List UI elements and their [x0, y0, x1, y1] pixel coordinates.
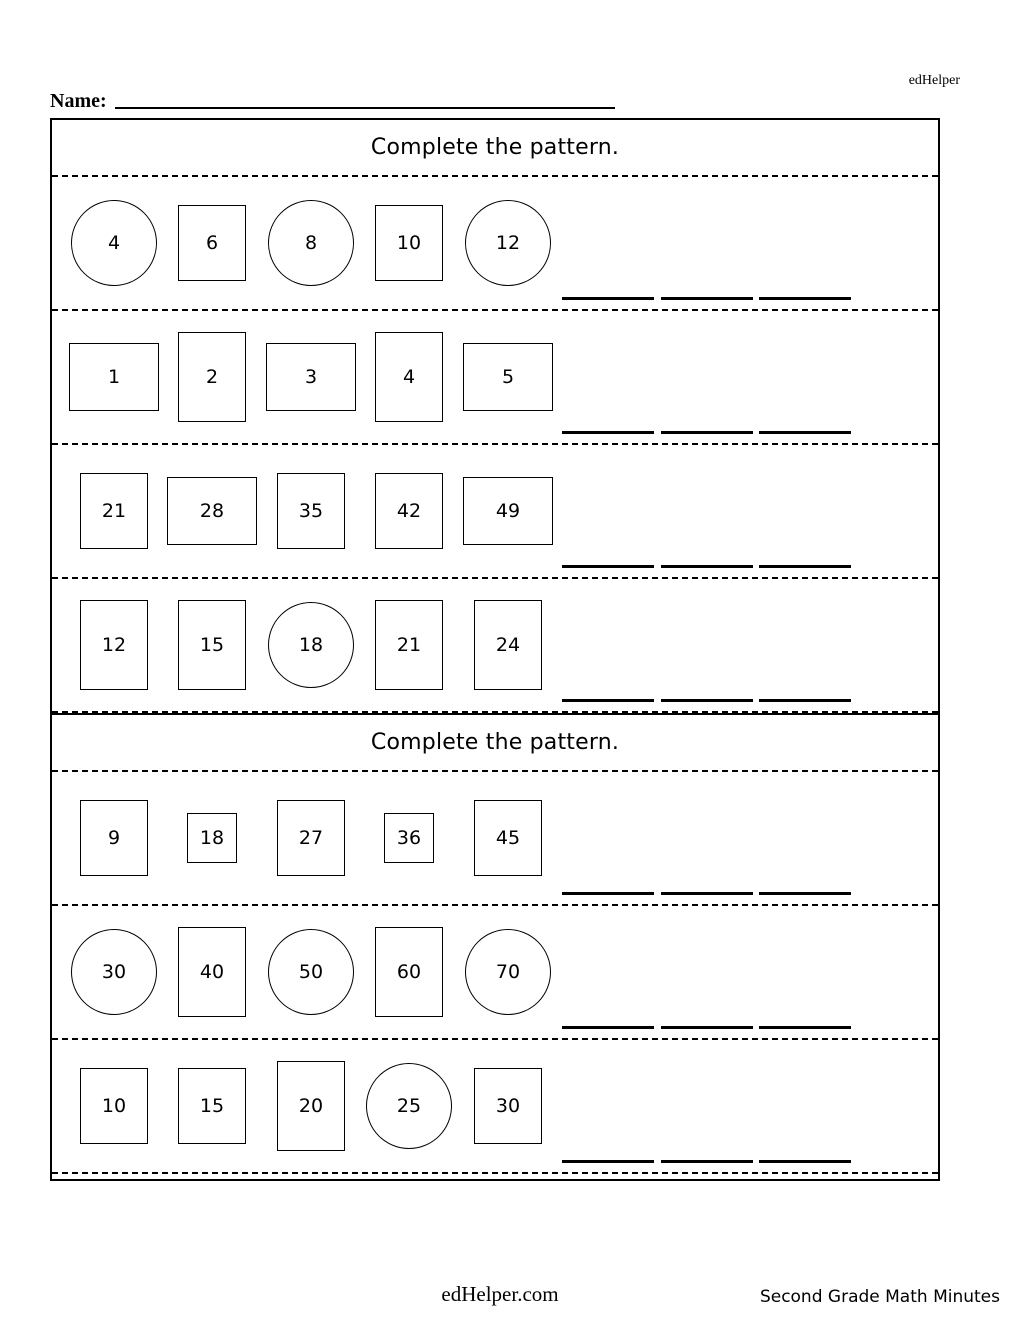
pattern-shape-tall-rect: 20 [277, 1061, 345, 1151]
pattern-rows [52, 177, 938, 713]
answer-blank[interactable] [759, 297, 851, 300]
pattern-shape-circle: 4 [71, 200, 157, 286]
answer-blank[interactable] [759, 1160, 851, 1163]
name-label: Name: [50, 90, 107, 112]
answer-blank[interactable] [661, 565, 753, 568]
worksheet [50, 118, 940, 1181]
pattern-shape-circle: 18 [268, 602, 354, 688]
answer-blank[interactable] [759, 699, 851, 702]
answer-blank[interactable] [661, 1160, 753, 1163]
answer-blank[interactable] [661, 699, 753, 702]
pattern-shape-wide-rect: 28 [167, 477, 257, 545]
pattern-shape-square: 35 [277, 473, 345, 549]
answer-blank[interactable] [562, 1026, 654, 1029]
pattern-shape-square: 27 [277, 800, 345, 876]
pattern-row [52, 311, 938, 443]
pattern-row [52, 579, 938, 711]
pattern-shape-circle: 30 [71, 929, 157, 1015]
pattern-shape-circle: 70 [465, 929, 551, 1015]
name-line[interactable] [115, 107, 615, 109]
answer-blank[interactable] [562, 1160, 654, 1163]
pattern-shape-tall-rect: 15 [178, 600, 246, 690]
answer-blank[interactable] [562, 431, 654, 434]
pattern-shape-square: 45 [474, 800, 542, 876]
footer-site: edHelper.com [441, 1282, 559, 1306]
pattern-rows [52, 772, 938, 1174]
answer-blank[interactable] [562, 565, 654, 568]
answer-blank[interactable] [661, 297, 753, 300]
pattern-shape-square: 21 [80, 473, 148, 549]
answer-blank[interactable] [562, 892, 654, 895]
pattern-section-1 [52, 120, 938, 713]
pattern-shape-tall-rect: 40 [178, 927, 246, 1017]
answer-blank[interactable] [759, 892, 851, 895]
pattern-shape-tall-rect: 2 [178, 332, 246, 422]
name-field[interactable] [50, 90, 615, 113]
answer-blank[interactable] [562, 699, 654, 702]
brand-label: edHelper [908, 73, 960, 88]
instruction: Complete the pattern. [370, 135, 620, 160]
pattern-shape-square: 42 [375, 473, 443, 549]
pattern-shape-circle: 25 [366, 1063, 452, 1149]
answer-blank[interactable] [759, 565, 851, 568]
pattern-shape-square: 15 [178, 1068, 246, 1144]
answer-blank[interactable] [661, 892, 753, 895]
pattern-shape-small-square: 36 [384, 813, 434, 863]
pattern-shape-tall-rect: 60 [375, 927, 443, 1017]
pattern-shape-small-square: 18 [187, 813, 237, 863]
dashed-divider [52, 1172, 938, 1174]
pattern-shape-tall-rect: 21 [375, 600, 443, 690]
pattern-row [52, 177, 938, 309]
pattern-row [52, 1040, 938, 1172]
pattern-shape-tall-rect: 4 [375, 332, 443, 422]
footer-series: Second Grade Math Minutes [759, 1287, 1000, 1307]
pattern-shape-circle: 8 [268, 200, 354, 286]
pattern-shape-circle: 50 [268, 929, 354, 1015]
pattern-shape-square: 30 [474, 1068, 542, 1144]
answer-blank[interactable] [759, 1026, 851, 1029]
pattern-shape-wide-rect: 5 [463, 343, 553, 411]
pattern-shape-circle: 12 [465, 200, 551, 286]
answer-blank[interactable] [661, 431, 753, 434]
answer-blank[interactable] [562, 297, 654, 300]
pattern-shape-tall-rect: 12 [80, 600, 148, 690]
pattern-shape-square: 10 [80, 1068, 148, 1144]
instruction: Complete the pattern. [370, 730, 620, 755]
pattern-section-2 [52, 713, 938, 1174]
answer-blank[interactable] [759, 431, 851, 434]
pattern-shape-wide-rect: 3 [266, 343, 356, 411]
pattern-shape-square: 9 [80, 800, 148, 876]
answer-blank[interactable] [661, 1026, 753, 1029]
pattern-shape-wide-rect: 1 [69, 343, 159, 411]
pattern-row [52, 906, 938, 1038]
pattern-shape-square: 6 [178, 205, 246, 281]
pattern-shape-tall-rect: 24 [474, 600, 542, 690]
pattern-shape-wide-rect: 49 [463, 477, 553, 545]
pattern-row [52, 772, 938, 904]
pattern-row [52, 445, 938, 577]
pattern-shape-square: 10 [375, 205, 443, 281]
